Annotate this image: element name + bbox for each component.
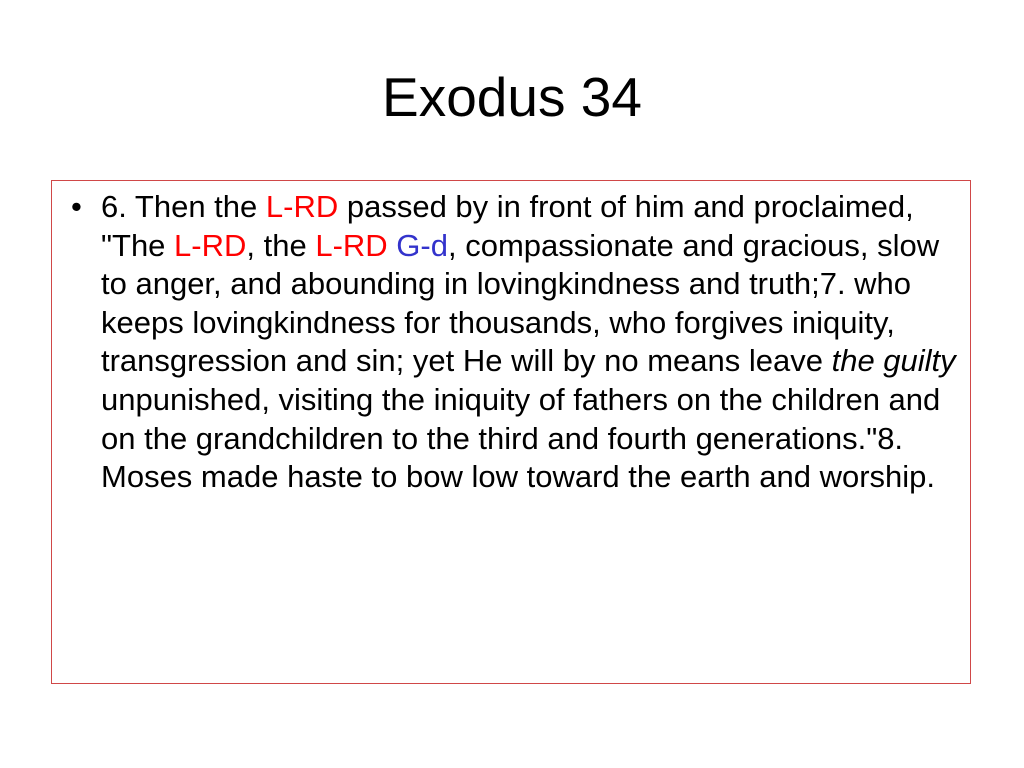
verse-text: , compassionate and gracious, slow to anger, and abounding in lovingkindness and truth;7. who keeps lovingkindness for thousands, who forgives iniquity, transgression and sin; yet He will by no means leave (101, 227, 940, 379)
verse-text: unpunished, visiting the iniquity of fathers on the children and on the grandchildren to the third and fourth generations."8. Moses made haste to bow low toward the earth and worship. (101, 381, 941, 495)
bullet-item (71, 188, 961, 497)
lord-name: L-RD (174, 227, 247, 263)
content-box (51, 180, 971, 684)
verse-text: , the (246, 227, 316, 263)
god-name: G-d (396, 227, 448, 263)
lord-name: L-RD (265, 189, 339, 224)
slide-title: Exodus 34 (382, 66, 642, 128)
verse-text: passed by in front of him and proclaimed, "The (101, 189, 914, 263)
verse-text (388, 228, 397, 263)
verse-text: 6. Then the (101, 189, 266, 224)
italic-phrase: the guilty (831, 343, 956, 379)
bullet-marker: • (71, 189, 82, 224)
lord-name: L-RD (315, 227, 388, 263)
